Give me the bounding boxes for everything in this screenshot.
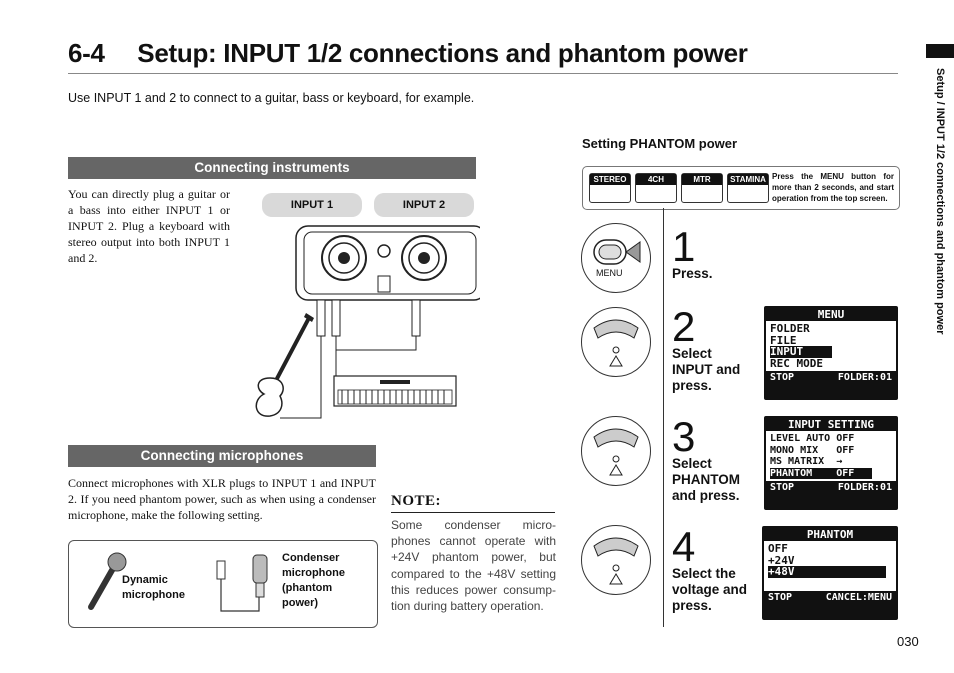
microphones-heading: Connecting microphones	[68, 445, 376, 467]
intro-text: Use INPUT 1 and 2 to connect to a guitar, bass or keyboard, for example.	[68, 91, 475, 105]
step-1-text: Press.	[672, 266, 713, 281]
step-4-text: Select the voltage and press.	[672, 566, 748, 613]
steps-divider	[663, 208, 664, 627]
input-setting-title: INPUT SETTING	[766, 418, 896, 431]
dynamic-microphone-label: Dynamic microphone	[122, 574, 185, 601]
mode-stamina-label: STAMINA	[728, 174, 768, 185]
phantom-heading: Setting PHANTOM power	[582, 136, 738, 151]
phantom-option-24v: +24V	[768, 553, 795, 567]
step-4-number: 4	[672, 523, 696, 570]
side-section-label: Setup / INPUT 1/2 connections and phantom power	[934, 68, 946, 335]
plug-keyboard-r	[412, 300, 420, 336]
step-2-number: 2	[672, 303, 696, 350]
instruments-text: You can directly plug a guitar or a bass into either INPUT 1 or INPUT 2. Plug a keyboard with stereo output into both INPUT 1 and 2.	[68, 187, 230, 265]
page-title: 6-4 Setup: INPUT 1/2 connections and phantom power	[68, 38, 748, 68]
page-number: 030	[897, 634, 919, 649]
step-3-text: Select PHANTOM and press.	[672, 456, 741, 503]
mode-4ch	[635, 173, 677, 203]
note-heading: NOTE:	[391, 493, 442, 509]
menu-item-file: FILE	[770, 333, 797, 347]
phantom-option-off: OFF	[768, 542, 788, 555]
input-setting-foot-right: FOLDER:01	[837, 482, 892, 493]
input-setting-foot-left: STOP	[770, 482, 795, 493]
input-setting-screen	[764, 416, 898, 510]
mode-mtr-label: MTR	[682, 174, 722, 185]
title-divider	[68, 73, 898, 74]
input-setting-row-level: LEVEL AUTO OFF	[770, 433, 855, 444]
menu-item-input: INPUT	[770, 346, 832, 358]
condenser-microphone-icon	[211, 551, 275, 623]
menu-button-illustration	[581, 223, 651, 293]
menu-item-rec-mode: REC MODE	[770, 356, 823, 370]
side-tab-marker	[926, 44, 954, 58]
dial-illustration-4	[581, 525, 651, 595]
keyboard-illustration	[334, 376, 456, 406]
note-text: Some condenser micro-phones cannot operate with +24V phantom power, but compared to the +48V setting this reduces power consump-tion during battery operation.	[391, 518, 556, 614]
phantom-foot-right: CANCEL:MENU	[825, 592, 892, 603]
step-3-number: 3	[672, 413, 696, 460]
microphones-text: Connect microphones with XLR plugs to INPUT 1 and INPUT 2. If you need phantom power, such as when using a condenser microphone, make the following setting.	[68, 476, 376, 522]
mode-mtr	[681, 173, 723, 203]
phantom-option-48v: +48V	[768, 566, 886, 578]
mode-4ch-label: 4CH	[636, 174, 676, 185]
menu-screen	[764, 306, 898, 400]
mode-stamina	[727, 173, 769, 203]
menu-screen-title: MENU	[766, 308, 896, 321]
menu-foot-right: FOLDER:01	[837, 372, 892, 383]
condenser-microphone-label: Condenser microphone (phantom power)	[282, 552, 345, 609]
input-setting-row-ms: MS MATRIX →	[770, 456, 843, 467]
step-2-text: Select INPUT and press.	[672, 346, 741, 393]
input1-label: INPUT 1	[262, 193, 362, 217]
mode-stereo-label: STEREO	[590, 174, 630, 185]
dial-illustration-3	[581, 416, 651, 486]
input2-label: INPUT 2	[374, 193, 474, 217]
mode-stereo	[589, 173, 631, 203]
phantom-screen-title: PHANTOM	[764, 528, 896, 541]
microphone-types-box	[68, 540, 378, 628]
input-setting-row-phantom: PHANTOM OFF	[770, 468, 872, 480]
note-divider	[391, 512, 555, 513]
phantom-screen	[762, 526, 898, 620]
menu-button-label: MENU	[596, 268, 623, 278]
press-menu-note: Press the MENU button for more than 2 seconds, and start operation from the top screen.	[772, 172, 894, 203]
menu-foot-left: STOP	[770, 372, 795, 383]
plug-guitar	[317, 300, 325, 336]
phantom-foot-left: STOP	[768, 592, 793, 603]
instruments-heading: Connecting instruments	[68, 157, 476, 179]
menu-item-folder: FOLDER	[770, 322, 810, 335]
bass-guitar-illustration	[256, 313, 314, 416]
instrument-connection-illustration	[240, 218, 480, 428]
dial-illustration-2	[581, 307, 651, 377]
step-1-number: 1	[672, 223, 696, 270]
plug-keyboard-l	[332, 300, 340, 336]
input-setting-row-mono: MONO MIX OFF	[770, 444, 855, 456]
center-knob	[378, 245, 390, 257]
